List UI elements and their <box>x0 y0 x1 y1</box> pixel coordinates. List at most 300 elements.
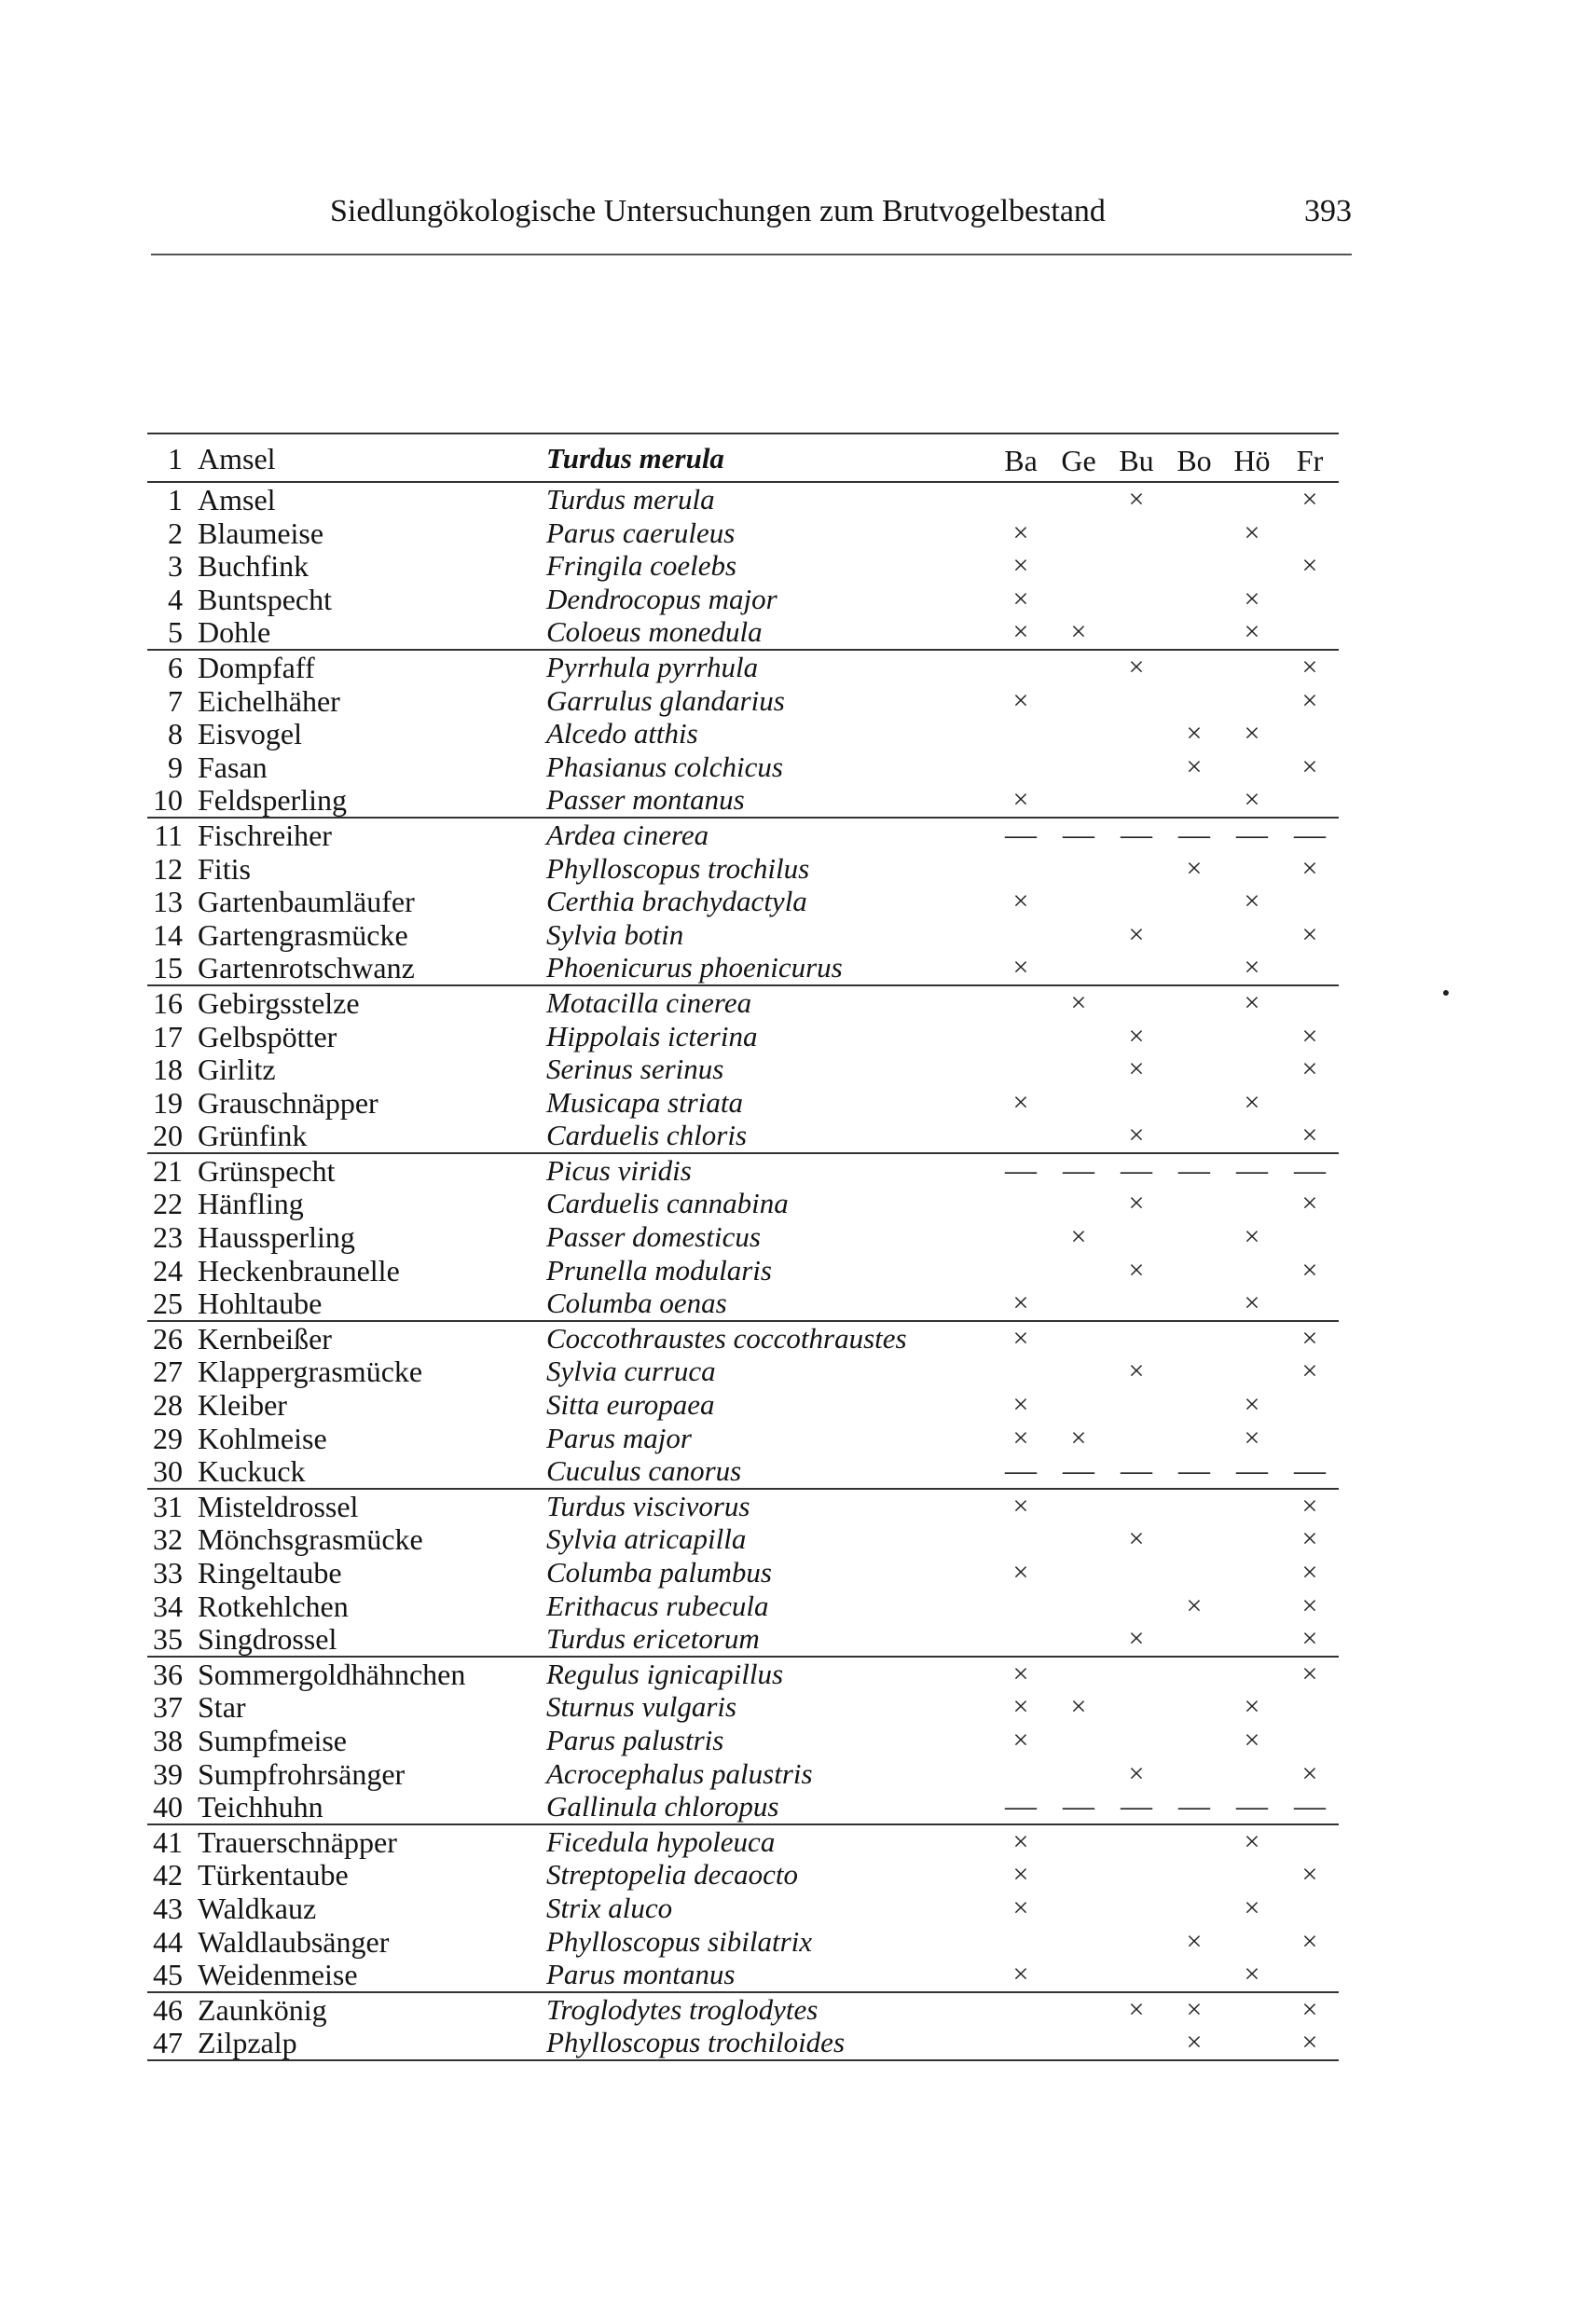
table-row <box>147 1790 1339 1825</box>
row-number: 21 <box>153 1153 183 1188</box>
cross-mark: × <box>1301 1557 1318 1588</box>
cross-mark: × <box>1186 1993 1203 2025</box>
scientific-name: Serinus serinus <box>546 1053 724 1086</box>
dash-mark: — <box>1005 1453 1037 1489</box>
cross-mark: × <box>1301 1322 1318 1354</box>
scientific-name: Motacilla cinerea <box>546 985 752 1019</box>
scientific-name: Sitta europaea <box>546 1388 715 1422</box>
dash-mark: — <box>1178 1789 1210 1824</box>
dash-mark: — <box>1294 1152 1326 1188</box>
row-number: 5 <box>168 615 183 650</box>
scientific-name: Sylvia curruca <box>546 1355 716 1388</box>
row-number: 4 <box>168 582 183 616</box>
scientific-name: Gallinula chloropus <box>546 1790 779 1823</box>
scientific-name: Sylvia botin <box>546 917 684 951</box>
column-header: Ba <box>1004 444 1038 477</box>
cross-mark: × <box>1244 616 1260 648</box>
scientific-name: Sturnus vulgaris <box>546 1690 737 1724</box>
column-header: Hö <box>1233 444 1271 477</box>
cross-mark: × <box>1244 784 1260 816</box>
cross-mark: × <box>1301 1053 1318 1085</box>
row-number: 35 <box>153 1622 183 1657</box>
table-row <box>147 783 1339 819</box>
scientific-name: Acrocephalus palustris <box>546 1756 813 1790</box>
cross-mark: × <box>1070 1691 1087 1723</box>
dash-mark: — <box>1294 817 1326 852</box>
table-row <box>147 1556 1339 1590</box>
row-number: 39 <box>153 1756 183 1791</box>
common-name: Gartengrasmücke <box>198 917 408 952</box>
dash-mark: — <box>1063 1789 1094 1824</box>
common-name: Singdrossel <box>198 1622 337 1657</box>
cross-mark: × <box>1012 1825 1029 1857</box>
row-number: 36 <box>153 1657 183 1691</box>
common-name: Grünspecht <box>198 1153 336 1188</box>
table-row <box>147 1622 1339 1658</box>
cross-mark: × <box>1244 1422 1260 1453</box>
cross-mark: × <box>1012 952 1029 984</box>
scientific-name: Regulus ignicapillus <box>546 1657 784 1690</box>
scientific-name: Phylloscopus sibilatrix <box>546 1924 813 1958</box>
table-row <box>147 1053 1339 1086</box>
common-name: Star <box>198 1690 246 1725</box>
dash-mark: — <box>1294 1789 1326 1824</box>
table-row <box>147 1254 1339 1287</box>
dash-mark: — <box>1236 1152 1268 1188</box>
common-name: Sommergoldhähnchen <box>198 1657 466 1691</box>
cross-mark: × <box>1070 616 1087 648</box>
row-number: 47 <box>153 2026 183 2060</box>
cross-mark: × <box>1301 1658 1318 1689</box>
scientific-name: Sylvia atricapilla <box>546 1522 747 1556</box>
cross-mark: × <box>1186 1925 1203 1957</box>
table-row <box>147 819 1339 852</box>
scientific-name: Phylloscopus trochilus <box>546 851 810 885</box>
row-number: 24 <box>153 1253 183 1287</box>
cross-mark: × <box>1244 1724 1260 1755</box>
row-number: 37 <box>153 1690 183 1725</box>
cross-mark: × <box>1301 1188 1318 1219</box>
dash-mark: — <box>1005 1152 1037 1188</box>
common-name: Türkentaube <box>198 1858 349 1892</box>
scientific-name: Picus viridis <box>546 1153 692 1187</box>
scientific-name: Pyrrhula pyrrhula <box>546 650 759 683</box>
common-name: Klappergrasmücke <box>198 1355 423 1389</box>
cross-mark: × <box>1012 1892 1029 1923</box>
cross-mark: × <box>1301 1254 1318 1286</box>
scientific-name: Fringila coelebs <box>546 549 737 583</box>
scientific-name: Erithacus rubecula <box>546 1589 769 1622</box>
common-name: Feldsperling <box>198 783 347 818</box>
scientific-name: Parus caeruleus <box>546 516 736 549</box>
scientific-name: Phasianus colchicus <box>546 750 783 783</box>
table-row <box>147 717 1339 750</box>
cross-mark: × <box>1128 1053 1145 1085</box>
common-name: Misteldrossel <box>198 1489 359 1523</box>
column-header: Bo <box>1176 444 1212 477</box>
scientific-name: Passer domesticus <box>546 1220 761 1254</box>
cross-mark: × <box>1128 1623 1145 1655</box>
row-number: 14 <box>153 917 183 952</box>
table-row <box>147 1658 1339 1691</box>
common-name: Weidenmeise <box>198 1958 358 1992</box>
table-row <box>147 615 1339 651</box>
common-name: Dompfaff <box>198 650 315 684</box>
row-number: 3 <box>168 549 183 584</box>
row-number: 44 <box>153 1924 183 1959</box>
common-name: Waldkauz <box>198 1891 317 1925</box>
dash-mark: — <box>1121 817 1152 852</box>
row-number: 41 <box>153 1824 183 1859</box>
cross-mark: × <box>1128 484 1145 515</box>
row-number: 28 <box>153 1388 183 1423</box>
row-number: 20 <box>153 1119 183 1153</box>
common-name: Sumpfmeise <box>198 1723 347 1757</box>
cross-mark: × <box>1012 1490 1029 1521</box>
cross-mark: × <box>1012 1859 1029 1891</box>
row-number: 22 <box>153 1187 183 1221</box>
cross-mark: × <box>1301 1020 1318 1052</box>
table-row <box>147 1757 1339 1791</box>
dash-mark: — <box>1005 1789 1037 1824</box>
table-row <box>147 918 1339 952</box>
cross-mark: × <box>1244 1959 1260 1990</box>
scientific-name: Turdus ericetorum <box>546 1622 760 1656</box>
cross-mark: × <box>1186 750 1203 782</box>
row-number: 2 <box>168 516 183 550</box>
row-number: 45 <box>153 1958 183 1992</box>
cross-mark: × <box>1012 1691 1029 1723</box>
row-number: 8 <box>168 717 183 751</box>
common-name: Rotkehlchen <box>198 1589 349 1623</box>
cross-mark: × <box>1244 516 1260 548</box>
cross-mark: × <box>1301 684 1318 716</box>
scientific-name: Hippolais icterina <box>546 1019 758 1053</box>
table-row <box>147 483 1339 516</box>
table-row <box>147 852 1339 886</box>
dash-mark: — <box>1178 1453 1210 1489</box>
table-row <box>147 951 1339 986</box>
cross-mark: × <box>1128 1120 1145 1151</box>
row-number: 43 <box>153 1891 183 1925</box>
table-row <box>147 1422 1339 1455</box>
common-name: Blaumeise <box>198 516 324 550</box>
cross-mark: × <box>1128 1020 1145 1052</box>
dash-mark: — <box>1121 1789 1152 1824</box>
cross-mark: × <box>1012 1959 1029 1990</box>
cross-mark: × <box>1301 1757 1318 1789</box>
dash-mark: — <box>1236 1789 1268 1824</box>
cross-mark: × <box>1301 651 1318 682</box>
table-row <box>147 1724 1339 1757</box>
running-title: Siedlungökologische Untersuchungen zum Brutvogelbestand <box>330 194 1106 228</box>
common-name: Kernbeißer <box>198 1321 332 1356</box>
cross-mark: × <box>1070 1221 1087 1253</box>
cross-mark: × <box>1012 616 1029 648</box>
table-row <box>147 1522 1339 1556</box>
cross-mark: × <box>1244 718 1260 750</box>
row-number: 27 <box>153 1355 183 1389</box>
row-number: 7 <box>168 683 183 718</box>
row-number: 19 <box>153 1085 183 1120</box>
table-row <box>147 1388 1339 1422</box>
cross-mark: × <box>1128 651 1145 682</box>
common-name: Gartenrotschwanz <box>198 951 415 985</box>
cross-mark: × <box>1244 1825 1260 1857</box>
table-row <box>147 1993 1339 2027</box>
row-number: 10 <box>153 783 183 818</box>
column-header: Fr <box>1296 444 1324 477</box>
scientific-name: Carduelis cannabina <box>546 1187 789 1220</box>
header-name: Amsel <box>198 442 276 475</box>
cross-mark: × <box>1301 1590 1318 1621</box>
cross-mark: × <box>1012 1389 1029 1421</box>
common-name: Buntspecht <box>198 582 332 616</box>
scientific-name: Ficedula hypoleuca <box>546 1824 776 1858</box>
row-number: 6 <box>168 650 183 684</box>
scientific-name: Phylloscopus trochiloides <box>546 2026 846 2059</box>
cross-mark: × <box>1301 1523 1318 1555</box>
cross-mark: × <box>1012 1658 1029 1689</box>
table-row <box>147 1454 1339 1490</box>
cross-mark: × <box>1070 1422 1087 1453</box>
row-number: 11 <box>154 818 183 852</box>
common-name: Grünfink <box>198 1119 308 1153</box>
cross-mark: × <box>1301 1859 1318 1891</box>
cross-mark: × <box>1301 1993 1318 2025</box>
table-row <box>147 1020 1339 1053</box>
common-name: Zaunkönig <box>198 1992 327 2027</box>
row-number: 38 <box>153 1723 183 1757</box>
dash-mark: — <box>1178 1152 1210 1188</box>
scientific-name: Musicapa striata <box>546 1085 743 1119</box>
column-header: Bu <box>1119 444 1154 477</box>
table-row <box>147 1322 1339 1356</box>
cross-mark: × <box>1301 1925 1318 1957</box>
row-number: 33 <box>153 1556 183 1590</box>
common-name: Fasan <box>198 750 268 784</box>
dash-mark: — <box>1121 1453 1152 1489</box>
cross-mark: × <box>1186 2027 1203 2058</box>
common-name: Kleiber <box>198 1388 287 1423</box>
common-name: Gebirgsstelze <box>198 985 360 1020</box>
cross-mark: × <box>1244 886 1260 917</box>
scientific-name: Parus palustris <box>546 1723 724 1756</box>
scientific-name: Certhia brachydactyla <box>546 885 807 918</box>
table-row <box>147 1220 1339 1254</box>
table-row <box>147 986 1339 1020</box>
common-name: Girlitz <box>198 1053 276 1087</box>
cross-mark: × <box>1128 918 1145 950</box>
common-name: Kohlmeise <box>198 1421 327 1455</box>
table-row <box>147 1490 1339 1523</box>
row-number: 13 <box>153 885 183 919</box>
column-header: Ge <box>1061 444 1096 477</box>
cross-mark: × <box>1301 1120 1318 1151</box>
common-name: Eichelhäher <box>198 683 340 718</box>
page-header <box>151 194 1352 255</box>
row-number: 16 <box>153 985 183 1020</box>
cross-mark: × <box>1244 1389 1260 1421</box>
cross-mark: × <box>1186 852 1203 884</box>
species-table <box>147 433 1339 2061</box>
table-row <box>147 1119 1339 1154</box>
dash-mark: — <box>1121 1152 1152 1188</box>
common-name: Gelbspötter <box>198 1019 337 1053</box>
cross-mark: × <box>1301 918 1318 950</box>
header-num: 1 <box>168 442 183 475</box>
scientific-name: Turdus merula <box>546 483 715 516</box>
cross-mark: × <box>1301 2027 1318 2058</box>
row-number: 40 <box>153 1790 183 1824</box>
row-number: 42 <box>153 1858 183 1892</box>
row-number: 18 <box>153 1053 183 1087</box>
scientific-name: Cuculus canorus <box>546 1454 742 1488</box>
scientific-name: Troglodytes troglodytes <box>546 1992 819 2026</box>
cross-mark: × <box>1012 684 1029 716</box>
cross-mark: × <box>1128 1254 1145 1286</box>
cross-mark: × <box>1012 1086 1029 1118</box>
table-row <box>147 885 1339 918</box>
common-name: Heckenbraunelle <box>198 1253 400 1287</box>
common-name: Dohle <box>198 615 271 650</box>
scientific-name: Phoenicurus phoenicurus <box>546 951 843 984</box>
row-number: 9 <box>168 750 183 784</box>
cross-mark: × <box>1244 986 1260 1018</box>
scientific-name: Prunella modularis <box>546 1253 772 1287</box>
scientific-name: Alcedo atthis <box>546 717 698 750</box>
table-row <box>147 750 1339 784</box>
cross-mark: × <box>1186 718 1203 750</box>
table-row <box>147 651 1339 684</box>
header-scientific: Turdus merula <box>546 442 724 475</box>
cross-mark: × <box>1012 1557 1029 1588</box>
row-number: 17 <box>153 1019 183 1053</box>
cross-mark: × <box>1244 1086 1260 1118</box>
scientific-name: Coccothraustes coccothraustes <box>546 1321 907 1355</box>
cross-mark: × <box>1186 1590 1203 1621</box>
table-body <box>147 483 1339 2061</box>
cross-mark: × <box>1301 852 1318 884</box>
scientific-name: Columba palumbus <box>546 1556 772 1589</box>
row-number: 30 <box>153 1454 183 1489</box>
table-header <box>147 434 1339 483</box>
scientific-name: Dendrocopus major <box>546 582 777 615</box>
cross-mark: × <box>1244 1287 1260 1319</box>
table-row <box>147 1355 1339 1388</box>
cross-mark: × <box>1244 583 1260 614</box>
dash-mark: — <box>1294 1453 1326 1489</box>
cross-mark: × <box>1128 1993 1145 2025</box>
table-row <box>147 1690 1339 1724</box>
common-name: Buchfink <box>198 549 310 584</box>
table-row <box>147 1086 1339 1120</box>
row-number: 34 <box>153 1589 183 1623</box>
common-name: Hänfling <box>198 1187 304 1221</box>
common-name: Amsel <box>198 483 276 516</box>
cross-mark: × <box>1012 784 1029 816</box>
cross-mark: × <box>1012 1322 1029 1354</box>
dash-mark: — <box>1063 1453 1094 1489</box>
common-name: Grauschnäpper <box>198 1085 378 1120</box>
cross-mark: × <box>1012 886 1029 917</box>
table-row <box>147 1187 1339 1220</box>
table-row <box>147 1825 1339 1859</box>
cross-mark: × <box>1301 1623 1318 1655</box>
table-row <box>147 1287 1339 1322</box>
row-number: 31 <box>153 1489 183 1523</box>
row-number: 32 <box>153 1522 183 1557</box>
cross-mark: × <box>1301 1356 1318 1387</box>
cross-mark: × <box>1070 986 1087 1018</box>
common-name: Fischreiher <box>198 818 332 852</box>
common-name: Teichhuhn <box>198 1790 323 1824</box>
cross-mark: × <box>1012 583 1029 614</box>
table-row <box>147 1154 1339 1188</box>
dash-mark: — <box>1063 1152 1094 1188</box>
cross-mark: × <box>1301 1490 1318 1521</box>
cross-mark: × <box>1244 952 1260 984</box>
cross-mark: × <box>1128 1356 1145 1387</box>
row-number: 1 <box>168 483 183 516</box>
scientific-name: Streptopelia decaocto <box>546 1858 799 1892</box>
row-number: 29 <box>153 1421 183 1455</box>
cross-mark: × <box>1012 1422 1029 1453</box>
dash-mark: — <box>1236 817 1268 852</box>
cross-mark: × <box>1128 1757 1145 1789</box>
cross-mark: × <box>1244 1221 1260 1253</box>
cross-mark: × <box>1012 1287 1029 1319</box>
table-row <box>147 583 1339 616</box>
scientific-name: Strix aluco <box>546 1891 673 1924</box>
row-number: 12 <box>153 851 183 886</box>
cross-mark: × <box>1244 1892 1260 1923</box>
dash-mark: — <box>1178 817 1210 852</box>
common-name: Sumpfrohrsänger <box>198 1756 406 1791</box>
stray-dot <box>1443 990 1449 996</box>
page-number: 393 <box>1304 194 1352 228</box>
table-row <box>147 1892 1339 1925</box>
table-row <box>147 684 1339 718</box>
common-name: Kuckuck <box>198 1454 306 1489</box>
cross-mark: × <box>1128 1188 1145 1219</box>
cross-mark: × <box>1012 1724 1029 1755</box>
dash-mark: — <box>1236 1453 1268 1489</box>
scientific-name: Carduelis chloris <box>546 1119 748 1152</box>
scientific-name: Parus major <box>546 1421 692 1454</box>
scientific-name: Garrulus glandarius <box>546 683 785 717</box>
row-number: 25 <box>153 1287 183 1321</box>
cross-mark: × <box>1012 550 1029 582</box>
row-number: 26 <box>153 1321 183 1356</box>
scientific-name: Coloeus monedula <box>546 615 763 649</box>
table-row <box>147 2026 1339 2061</box>
cross-mark: × <box>1301 484 1318 515</box>
cross-mark: × <box>1012 516 1029 548</box>
scientific-name: Parus montanus <box>546 1958 736 1991</box>
scientific-name: Columba oenas <box>546 1287 727 1320</box>
table-row <box>147 1858 1339 1892</box>
scientific-name: Ardea cinerea <box>546 818 709 851</box>
table-row <box>147 1590 1339 1623</box>
table-row <box>147 1958 1339 1993</box>
dash-mark: — <box>1063 817 1094 852</box>
scientific-name: Passer montanus <box>546 783 745 817</box>
row-number: 23 <box>153 1220 183 1255</box>
row-number: 46 <box>153 1992 183 2027</box>
cross-mark: × <box>1244 1691 1260 1723</box>
scientific-name: Turdus viscivorus <box>546 1489 750 1522</box>
